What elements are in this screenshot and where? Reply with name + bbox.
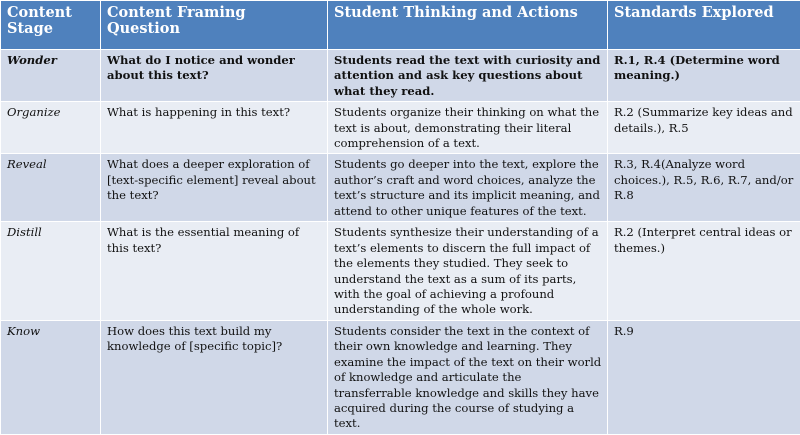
question-cell: What is the essential meaning of this text? (101, 222, 328, 320)
standards-cell: R.3, R.4(Analyze word choices.), R.5, R.6, R.7, and/or R.8 (608, 154, 800, 222)
header-standards-explored: Standards Explored (608, 1, 800, 50)
stage-cell: Distill (1, 222, 101, 320)
question-cell: What do I notice and wonder about this text? (101, 50, 328, 102)
stage-cell: Organize (1, 102, 101, 154)
header-content-framing-question: Content Framing Question (101, 1, 328, 50)
table-row (1, 320, 800, 434)
header-student-thinking-actions: Student Thinking and Actions (328, 1, 608, 50)
standards-cell: R.2 (Interpret central ideas or themes.) (608, 222, 800, 320)
table-row (1, 50, 800, 102)
question-cell: What does a deeper exploration of [text-specific element] reveal about the text? (101, 154, 328, 222)
header-row (1, 1, 800, 50)
actions-cell: Students go deeper into the text, explore the author’s craft and word choices, analyze the text’s structure and its implicit meaning, and attend to other unique features of the text. (328, 154, 608, 222)
header-content-stage: Content Stage (1, 1, 101, 50)
stage-cell: Wonder (1, 50, 101, 102)
standards-cell: R.9 (608, 320, 800, 434)
actions-cell: Students organize their thinking on what the text is about, demonstrating their literal comprehension of a text. (328, 102, 608, 154)
question-cell: What is happening in this text? (101, 102, 328, 154)
actions-cell: Students consider the text in the context of their own knowledge and learning. They examine the impact of the text on their world of knowledge and articulate the transferrable knowledge and skills they have acquired during the course of studying a text. (328, 320, 608, 434)
table-row (1, 102, 800, 154)
actions-cell: Students read the text with curiosity and attention and ask key questions about what they read. (328, 50, 608, 102)
stage-cell: Reveal (1, 154, 101, 222)
question-cell: How does this text build my knowledge of [specific topic]? (101, 320, 328, 434)
standards-cell: R.2 (Summarize key ideas and details.), R.5 (608, 102, 800, 154)
stage-cell: Know (1, 320, 101, 434)
standards-cell: R.1, R.4 (Determine word meaning.) (608, 50, 800, 102)
actions-cell: Students synthesize their understanding of a text’s elements to discern the full impact of the elements they studied. They seek to understand the text as a sum of its parts, with the goal of achieving a profound understanding of the whole work. (328, 222, 608, 320)
table-row (1, 154, 800, 222)
table-row (1, 222, 800, 320)
